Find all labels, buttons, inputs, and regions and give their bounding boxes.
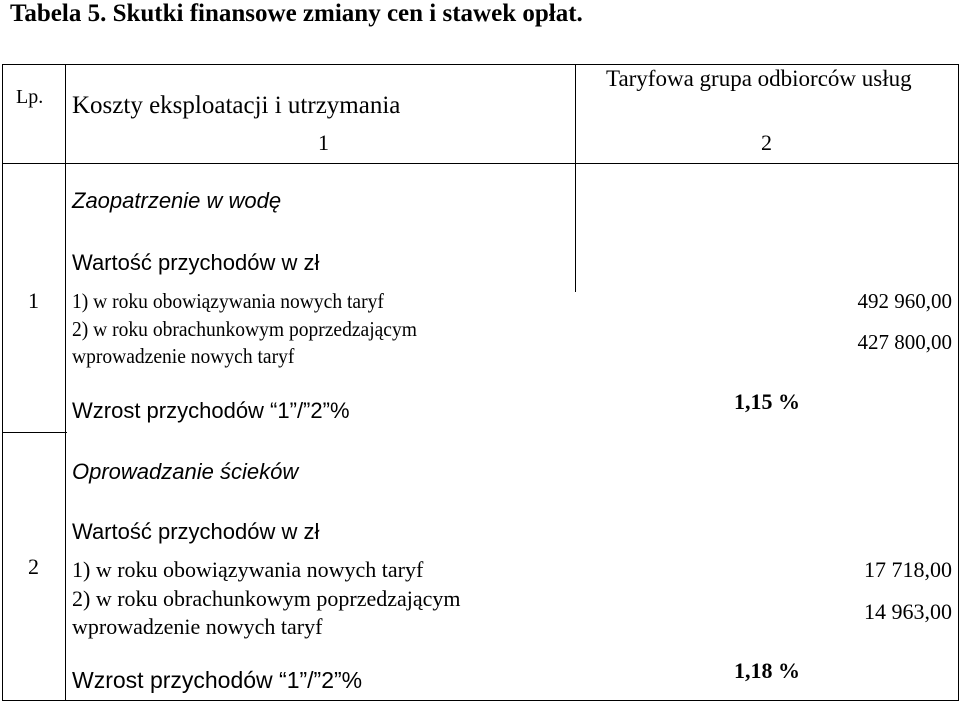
section-1-revenue-label: Wartość przychodów w zł xyxy=(72,250,320,275)
section-2-lp: 2 xyxy=(28,554,39,579)
section-1-lp: 1 xyxy=(28,288,39,313)
section-2-row2-label-a: 2) w roku obrachunkowym poprzedzającym xyxy=(72,586,461,611)
costs-header: Koszty eksploatacji i utrzymania xyxy=(72,92,401,119)
lp-column-divider xyxy=(65,64,66,701)
column-number-2: 2 xyxy=(761,130,772,155)
section-2-row1-value: 17 718,00 xyxy=(864,557,952,582)
table-right-border xyxy=(958,64,959,701)
section-1-row2-label-a: 2) w roku obrachunkowym poprzedzającym xyxy=(72,317,417,341)
section-1-growth-label: Wzrost przychodów “1”/”2”% xyxy=(72,398,350,423)
section-divider xyxy=(2,432,67,433)
column-number-1: 1 xyxy=(318,130,329,155)
lp-header: Lp. xyxy=(16,86,44,108)
section-2-growth-value: 1,18 % xyxy=(734,658,800,683)
section-1-name: Zaopatrzenie w wodę xyxy=(72,188,282,213)
section-2-row1-label: 1) w roku obowiązywania nowych taryf xyxy=(72,557,424,582)
section-2-row2-label-b: wprowadzenie nowych taryf xyxy=(72,614,323,639)
section-2-growth-label: Wzrost przychodów “1”/”2”% xyxy=(72,667,363,693)
section-1-row2-value: 427 800,00 xyxy=(857,330,952,354)
section-2-revenue-label: Wartość przychodów w zł xyxy=(72,519,320,544)
header-row-divider xyxy=(2,163,959,164)
table-left-border xyxy=(2,64,3,701)
section-1-growth-value: 1,15 % xyxy=(734,389,800,414)
table-title: Tabela 5. Skutki finansowe zmiany cen i stawek opłat. xyxy=(10,0,583,27)
table-top-border xyxy=(2,64,959,65)
section-1-row1-value: 492 960,00 xyxy=(857,289,952,313)
group-header: Taryfowa grupa odbiorców usług xyxy=(606,66,912,91)
section-1-row2-label-b: wprowadzenie nowych taryf xyxy=(72,344,295,368)
value-column-divider xyxy=(575,64,576,292)
table-bottom-border xyxy=(2,700,959,701)
section-2-name: Oprowadzanie ścieków xyxy=(72,459,299,484)
section-2-row2-value: 14 963,00 xyxy=(864,599,952,624)
section-1-row1-label: 1) w roku obowiązywania nowych taryf xyxy=(72,289,384,313)
